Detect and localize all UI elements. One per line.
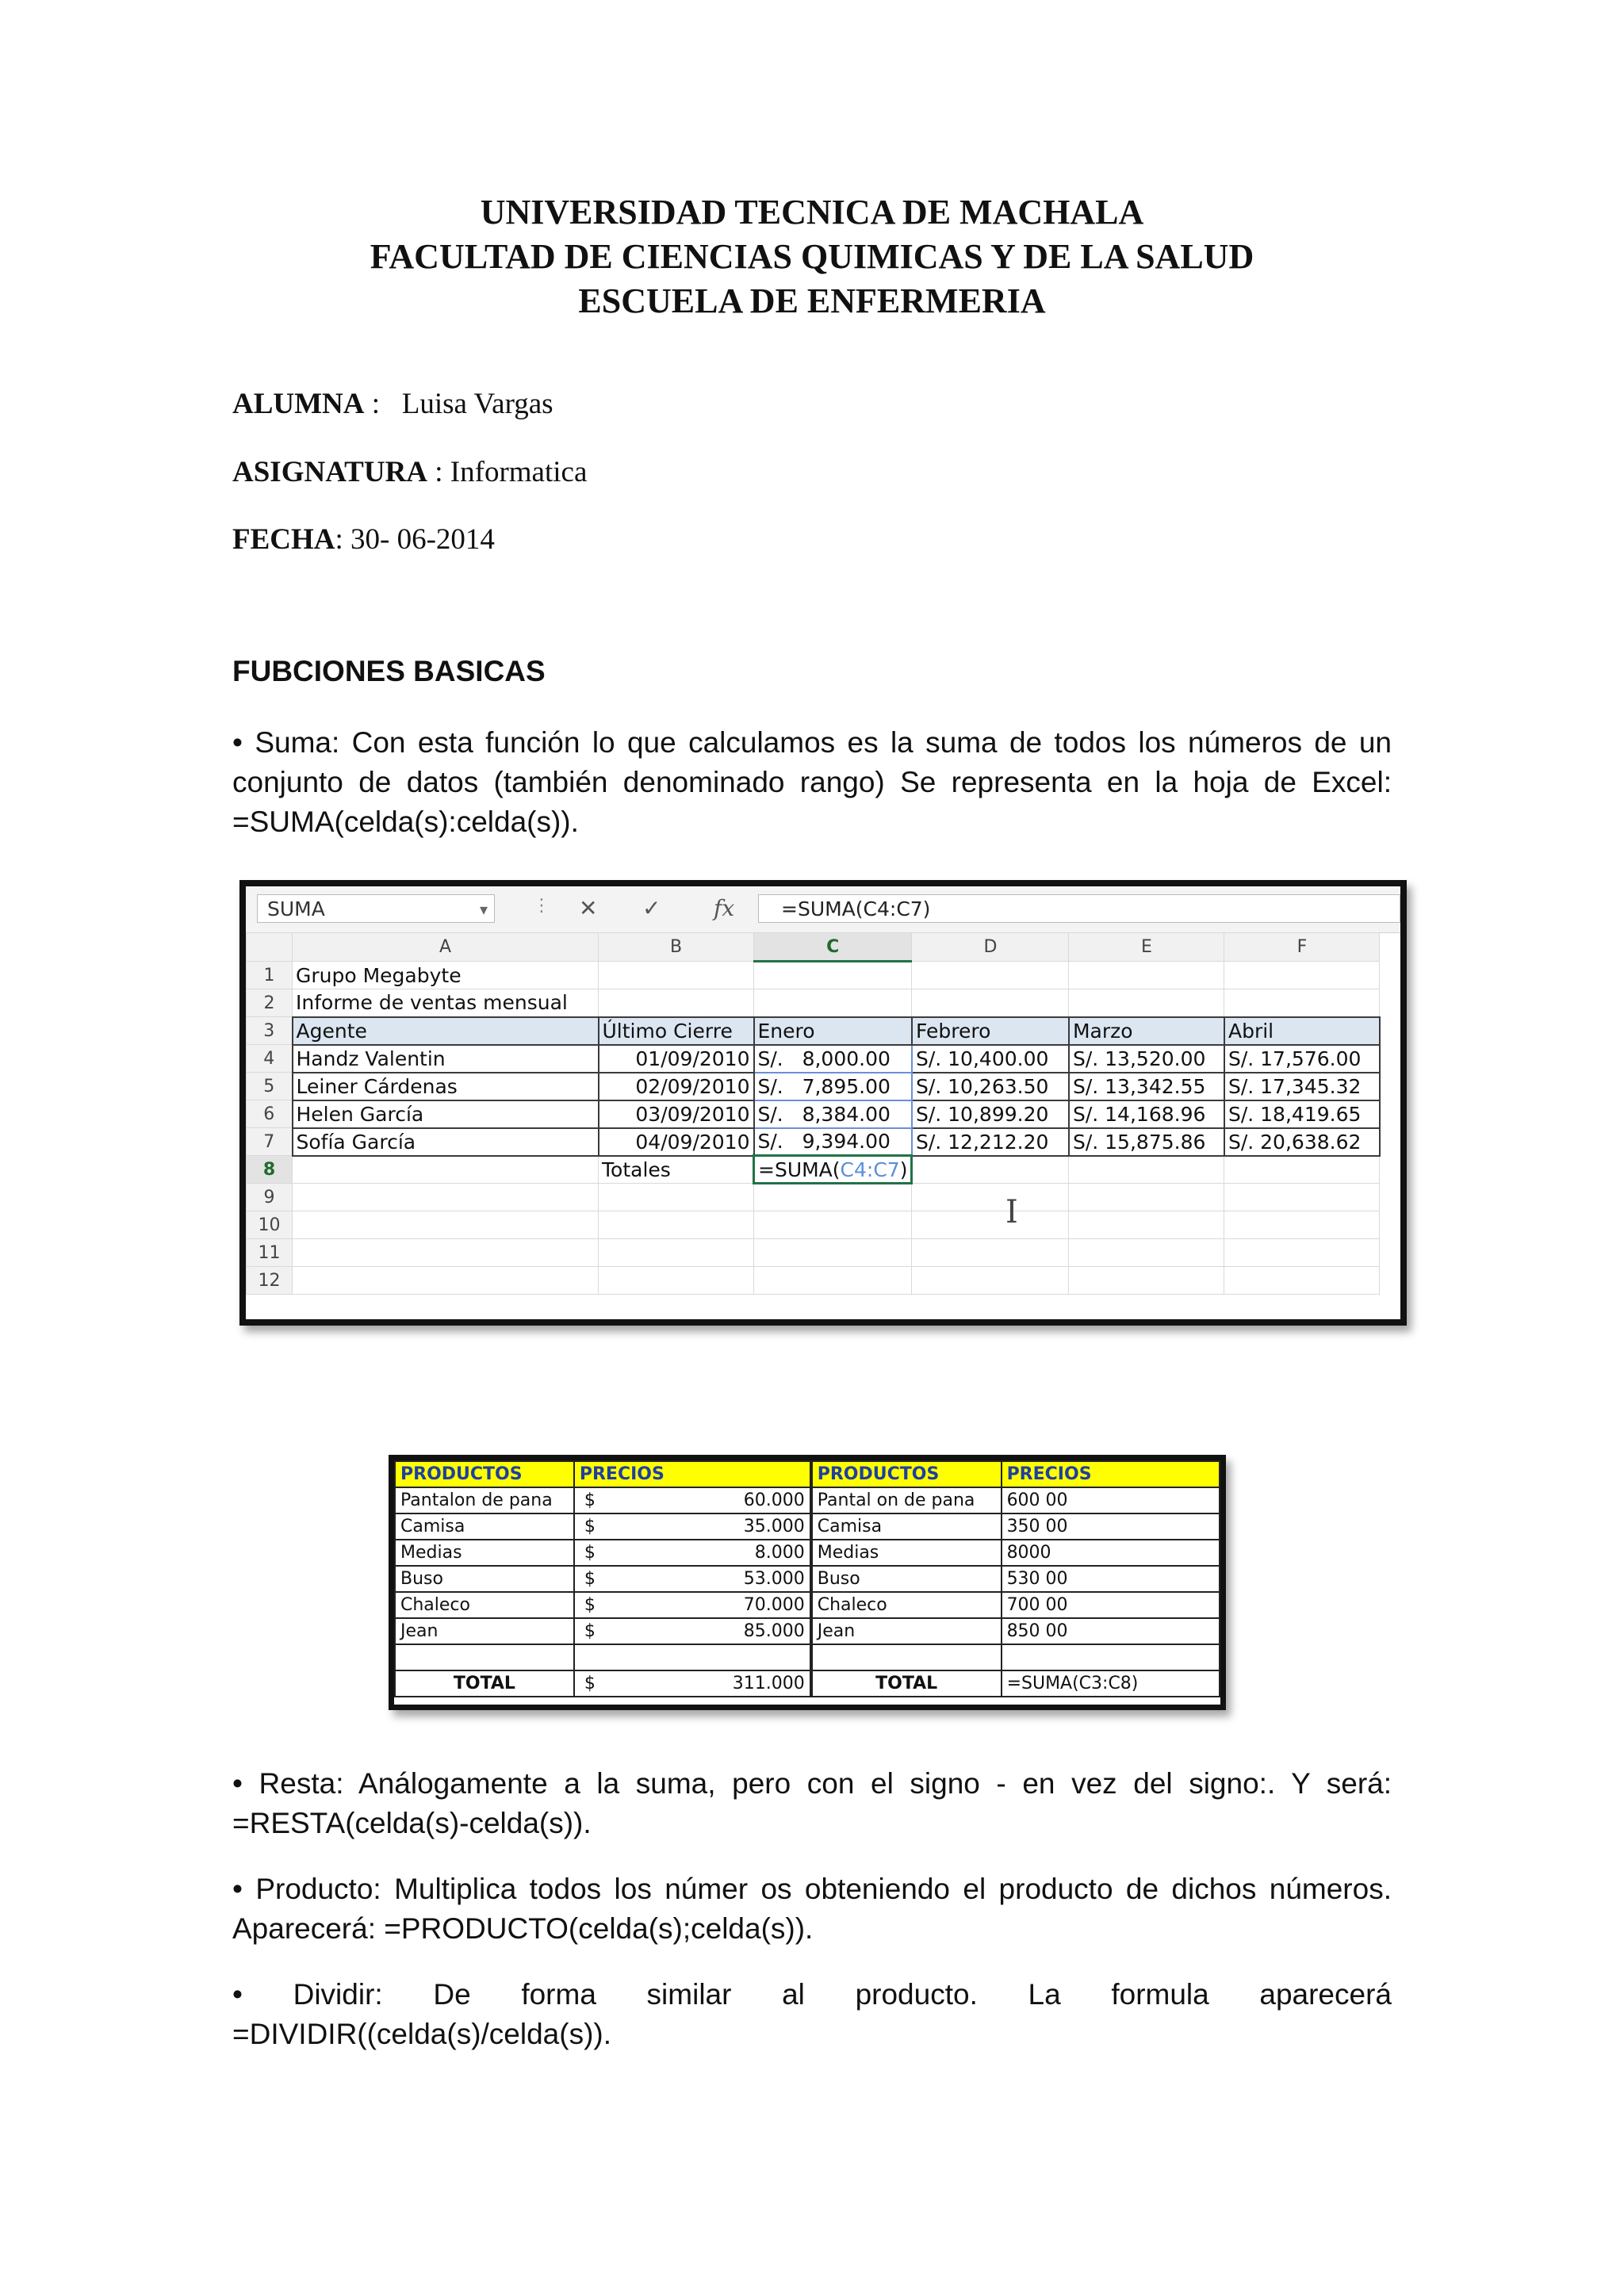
header-productos-left: PRODUCTOS	[395, 1461, 574, 1487]
cell[interactable]	[912, 1239, 1069, 1267]
cell[interactable]: 04/09/2010	[599, 1128, 754, 1156]
total-formula: =SUMA(C3:C8)	[1002, 1670, 1220, 1697]
header-productos-right: PRODUCTOS	[811, 1461, 1002, 1487]
cell[interactable]	[293, 1239, 599, 1267]
asignatura-label: ASIGNATURA	[232, 456, 428, 488]
products-table-image	[389, 1455, 1226, 1710]
table-row	[247, 1100, 1380, 1128]
cell[interactable]: S/. 8,384.00	[754, 1100, 912, 1128]
product-name: Camisa	[811, 1513, 1002, 1540]
cell[interactable]	[754, 1211, 912, 1239]
alumna-line	[232, 387, 553, 421]
currency-symbol: $	[584, 1517, 596, 1536]
product-price	[574, 1540, 811, 1566]
alumna-label: ALUMNA	[232, 388, 365, 420]
table-row	[247, 989, 1380, 1017]
cell[interactable]	[1224, 1239, 1380, 1267]
product-price-raw: 8000	[1002, 1540, 1220, 1566]
cell[interactable]	[1224, 1156, 1380, 1184]
cell[interactable]	[293, 1156, 599, 1184]
currency-symbol: $	[584, 1621, 596, 1641]
formula-bar	[246, 886, 1400, 933]
row-header[interactable]: 8	[247, 1156, 293, 1184]
cell-totales[interactable]: Totales	[599, 1156, 754, 1184]
header-abril[interactable]: Abril	[1224, 1017, 1380, 1045]
cell[interactable]: 03/09/2010	[599, 1100, 754, 1128]
header-precios-left: PRECIOS	[574, 1461, 811, 1487]
table-row	[247, 1156, 1380, 1184]
asignatura-sep: :	[427, 456, 450, 488]
cell[interactable]	[1224, 1211, 1380, 1239]
product-name: Chaleco	[395, 1592, 574, 1618]
cell[interactable]	[599, 1239, 754, 1267]
cell[interactable]	[599, 1211, 754, 1239]
table-row	[395, 1618, 1220, 1644]
formula-input[interactable]: =SUMA(C4:C7)	[758, 894, 1400, 923]
table-row	[395, 1487, 1220, 1513]
cell[interactable]: S/. 17,576.00	[1224, 1045, 1380, 1073]
price-value: 35.000	[743, 1517, 805, 1536]
cell-a2[interactable]: Informe de ventas mensual	[293, 989, 599, 1017]
column-header-a[interactable]: A	[293, 933, 599, 962]
currency-symbol: $	[584, 1490, 596, 1510]
name-box[interactable]	[257, 894, 495, 923]
faculty-title: FACULTAD DE CIENCIAS QUIMICAS Y DE LA SALUD	[370, 237, 1254, 276]
price-value: 8.000	[754, 1543, 805, 1563]
excel-screenshot	[239, 880, 1407, 1326]
cell[interactable]: S/. 18,419.65	[1224, 1100, 1380, 1128]
enter-icon[interactable]: ✓	[642, 895, 661, 921]
price-value: 60.000	[743, 1490, 805, 1510]
header-enero[interactable]: Enero	[754, 1017, 912, 1045]
price-value: 85.000	[743, 1621, 805, 1641]
cancel-icon[interactable]: ✕	[579, 895, 598, 921]
table-row	[395, 1513, 1220, 1540]
text-cursor-icon: I	[1005, 1194, 1018, 1230]
product-price	[574, 1487, 811, 1513]
row-header[interactable]: 10	[247, 1211, 293, 1239]
table-row	[247, 1128, 1380, 1156]
dividir-paragraph	[232, 1975, 1392, 2054]
product-name: Jean	[395, 1618, 574, 1644]
cell	[1002, 1644, 1220, 1670]
row-header[interactable]: 5	[247, 1073, 293, 1100]
product-price-raw: 700 00	[1002, 1592, 1220, 1618]
producto-line-1: • Producto: Multiplica todos los númer os obteniendo el producto de dichos números.	[232, 1873, 1392, 1905]
formula-suffix: )	[899, 1158, 908, 1181]
cell[interactable]: S/. 10,400.00	[912, 1045, 1069, 1073]
spreadsheet-grid	[246, 932, 1381, 1295]
row-header[interactable]: 6	[247, 1100, 293, 1128]
cell[interactable]	[754, 1239, 912, 1267]
cell[interactable]	[912, 1267, 1069, 1295]
cell[interactable]	[1069, 1239, 1224, 1267]
fecha-line	[232, 522, 495, 557]
cell[interactable]: S/. 10,899.20	[912, 1100, 1069, 1128]
row-header[interactable]: 11	[247, 1239, 293, 1267]
row-header[interactable]: 3	[247, 1017, 293, 1045]
product-name: Jean	[811, 1618, 1002, 1644]
university-title: UNIVERSIDAD TECNICA DE MACHALA	[480, 193, 1144, 232]
row-header[interactable]: 12	[247, 1267, 293, 1295]
cell[interactable]	[1069, 989, 1224, 1017]
price-value: 70.000	[743, 1595, 805, 1615]
cell[interactable]	[1069, 1267, 1224, 1295]
formula-ref: C4:C7	[840, 1158, 900, 1181]
school-title: ESCUELA DE ENFERMERIA	[578, 281, 1046, 320]
cell[interactable]: S/. 14,168.96	[1069, 1100, 1224, 1128]
cell[interactable]	[912, 989, 1069, 1017]
row-header[interactable]: 2	[247, 989, 293, 1017]
cell[interactable]: Sofía García	[293, 1128, 599, 1156]
section-title: FUBCIONES BASICAS	[232, 655, 546, 687]
cell[interactable]: Handz Valentin	[293, 1045, 599, 1073]
cell[interactable]	[1224, 1184, 1380, 1211]
alumna-value: Luisa Vargas	[401, 388, 553, 420]
cell[interactable]: S/. 10,263.50	[912, 1073, 1069, 1100]
select-all-corner[interactable]	[247, 933, 293, 962]
table-header-row	[247, 1017, 1380, 1045]
row-header[interactable]: 9	[247, 1184, 293, 1211]
cell	[811, 1644, 1002, 1670]
alumna-sep: :	[364, 388, 402, 420]
dividir-line-2: =DIVIDIR((celda(s)/celda(s)).	[232, 2018, 612, 2050]
header-agente[interactable]: Agente	[293, 1017, 599, 1045]
header-marzo[interactable]: Marzo	[1069, 1017, 1224, 1045]
dividir-line-1: • Dividir: De forma similar al producto. La formula aparecerá	[232, 1978, 1392, 2011]
cell-a1[interactable]: Grupo Megabyte	[293, 962, 599, 989]
cell[interactable]: S/. 8,000.00	[754, 1045, 912, 1073]
resta-paragraph	[232, 1764, 1392, 1843]
table-row	[247, 1045, 1380, 1073]
producto-line-2: Aparecerá: =PRODUCTO(celda(s);celda(s)).	[232, 1912, 814, 1945]
product-name: Buso	[811, 1566, 1002, 1592]
products-header-row	[395, 1461, 1220, 1487]
row-header[interactable]: 4	[247, 1045, 293, 1073]
product-price	[574, 1592, 811, 1618]
cell[interactable]	[1224, 989, 1380, 1017]
resta-line-2: =RESTA(celda(s)-celda(s)).	[232, 1807, 592, 1839]
cell[interactable]: S/. 9,394.00	[754, 1128, 912, 1156]
suma-line-3: =SUMA(celda(s):celda(s)).	[232, 806, 579, 838]
header-precios-right: PRECIOS	[1002, 1461, 1220, 1487]
table-row	[395, 1566, 1220, 1592]
cell[interactable]	[912, 962, 1069, 989]
column-header-f[interactable]: F	[1224, 933, 1380, 962]
total-value-text: 311.000	[732, 1674, 805, 1693]
cell[interactable]	[754, 1267, 912, 1295]
cell[interactable]	[754, 1184, 912, 1211]
row-header[interactable]: 7	[247, 1128, 293, 1156]
cell	[574, 1644, 811, 1670]
cell[interactable]: S/. 15,875.86	[1069, 1128, 1224, 1156]
table-row	[247, 1267, 1380, 1295]
cell[interactable]	[1069, 1184, 1224, 1211]
cell[interactable]	[1069, 1156, 1224, 1184]
product-price	[574, 1513, 811, 1540]
product-name: Camisa	[395, 1513, 574, 1540]
currency-symbol: $	[584, 1595, 596, 1615]
fx-icon[interactable]: fx	[714, 895, 735, 921]
cell[interactable]	[912, 1211, 1069, 1239]
formula-prefix: =SUMA(	[758, 1158, 841, 1181]
header-ultimo-cierre[interactable]: Último Cierre	[599, 1017, 754, 1045]
cell[interactable]: 02/09/2010	[599, 1073, 754, 1100]
cell[interactable]: S/. 12,212.20	[912, 1128, 1069, 1156]
cell[interactable]: 01/09/2010	[599, 1045, 754, 1073]
cell[interactable]: S/. 17,345.32	[1224, 1073, 1380, 1100]
cell[interactable]: S/. 7,895.00	[754, 1073, 912, 1100]
cell[interactable]	[1224, 1267, 1380, 1295]
product-name: Chaleco	[811, 1592, 1002, 1618]
column-header-c[interactable]: C	[754, 933, 912, 962]
cell[interactable]	[599, 1184, 754, 1211]
table-row	[247, 1184, 1380, 1211]
fecha-label: FECHA	[232, 523, 335, 556]
asignatura-value: Informatica	[450, 456, 588, 488]
cell[interactable]	[293, 1267, 599, 1295]
suma-line-2: conjunto de datos (también denominado rango) Se representa en la hoja de Excel:	[232, 766, 1392, 798]
product-name: Buso	[395, 1566, 574, 1592]
column-header-d[interactable]: D	[912, 933, 1069, 962]
cell[interactable]: Leiner Cárdenas	[293, 1073, 599, 1100]
cell[interactable]	[754, 962, 912, 989]
product-price-raw: 530 00	[1002, 1566, 1220, 1592]
cell[interactable]	[293, 1184, 599, 1211]
resta-line-1: • Resta: Análogamente a la suma, pero con el signo - en vez del signo:. Y será:	[232, 1767, 1392, 1800]
product-name: Pantal on de pana	[811, 1487, 1002, 1513]
product-name: Pantalon de pana	[395, 1487, 574, 1513]
producto-paragraph	[232, 1869, 1392, 1949]
active-cell[interactable]	[754, 1156, 912, 1184]
blank-row	[395, 1644, 1220, 1670]
header-febrero[interactable]: Febrero	[912, 1017, 1069, 1045]
asignatura-line	[232, 455, 587, 489]
total-label-right: TOTAL	[811, 1670, 1002, 1697]
table-row	[395, 1592, 1220, 1618]
total-label-left: TOTAL	[395, 1670, 574, 1697]
currency-symbol: $	[584, 1569, 596, 1589]
cell[interactable]	[599, 1267, 754, 1295]
product-price-raw: 600 00	[1002, 1487, 1220, 1513]
product-price	[574, 1618, 811, 1644]
price-value: 53.000	[743, 1569, 805, 1589]
cell[interactable]	[912, 1156, 1069, 1184]
chevron-down-icon[interactable]: ▾	[479, 900, 488, 919]
fecha-value: 30- 06-2014	[350, 523, 495, 556]
table-row	[247, 1073, 1380, 1100]
suma-paragraph	[232, 723, 1392, 842]
cell[interactable]: S/. 13,520.00	[1069, 1045, 1224, 1073]
product-price	[574, 1566, 811, 1592]
cell[interactable]: S/. 13,342.55	[1069, 1073, 1224, 1100]
column-header-b[interactable]: B	[599, 933, 754, 962]
currency-symbol: $	[584, 1543, 596, 1563]
cell[interactable]: Helen García	[293, 1100, 599, 1128]
total-value	[574, 1670, 811, 1697]
name-box-value: SUMA	[267, 897, 325, 920]
column-header-e[interactable]: E	[1069, 933, 1224, 962]
fecha-sep: :	[335, 523, 351, 556]
product-price-raw: 850 00	[1002, 1618, 1220, 1644]
row-header[interactable]: 1	[247, 962, 293, 989]
cell[interactable]	[1224, 962, 1380, 989]
total-row	[395, 1670, 1220, 1697]
cell	[395, 1644, 574, 1670]
table-row	[247, 962, 1380, 989]
cell[interactable]	[599, 989, 754, 1017]
product-price-raw: 350 00	[1002, 1513, 1220, 1540]
table-row	[247, 1211, 1380, 1239]
table-row	[247, 1239, 1380, 1267]
cell[interactable]	[599, 962, 754, 989]
currency-symbol: $	[584, 1674, 596, 1693]
cell[interactable]	[1069, 962, 1224, 989]
more-icon: ⋮	[533, 896, 550, 916]
cell[interactable]: S/. 20,638.62	[1224, 1128, 1380, 1156]
cell[interactable]	[754, 989, 912, 1017]
column-header-row	[247, 933, 1380, 962]
product-name: Medias	[811, 1540, 1002, 1566]
cell[interactable]	[293, 1211, 599, 1239]
table-row	[395, 1540, 1220, 1566]
cell[interactable]	[912, 1184, 1069, 1211]
cell[interactable]	[1069, 1211, 1224, 1239]
suma-line-1: • Suma: Con esta función lo que calculamos es la suma de todos los números de un	[232, 726, 1392, 759]
product-name: Medias	[395, 1540, 574, 1566]
